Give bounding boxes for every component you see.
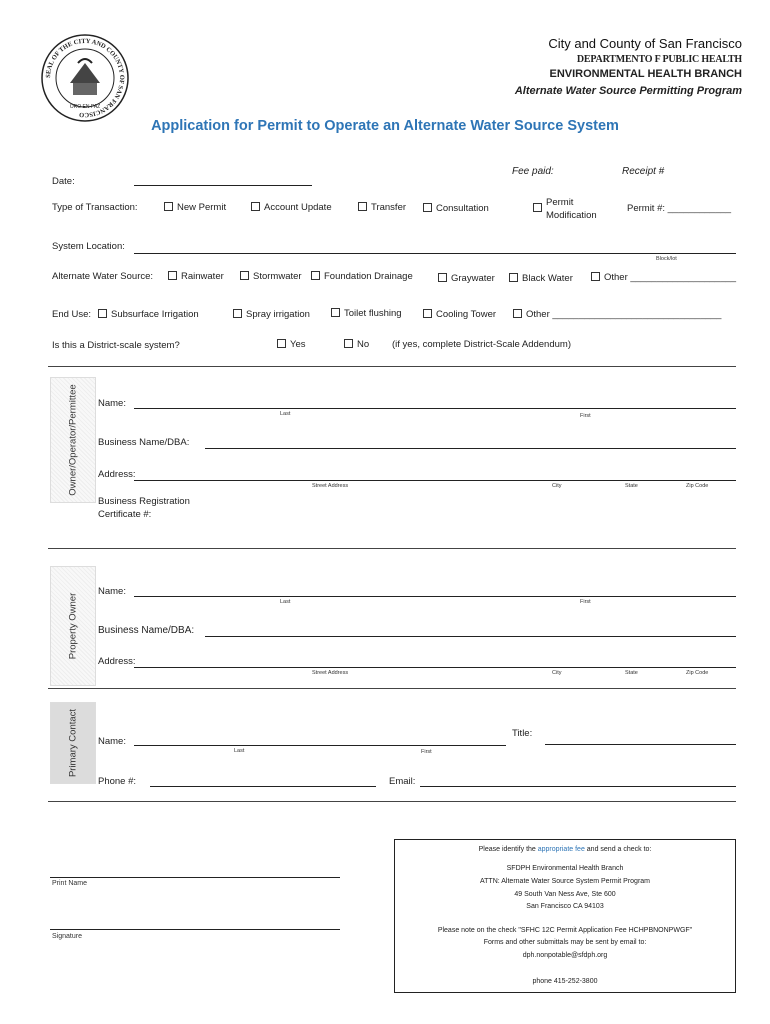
checkbox-consultation[interactable]: [423, 203, 489, 214]
checkbox-subsurface-irrigation[interactable]: [98, 309, 199, 320]
option-label: Toilet flushing: [344, 308, 402, 319]
property-address-label: Address:: [98, 656, 136, 667]
checkbox-district-no[interactable]: [344, 339, 369, 350]
check-note: Please note on the check "SFHC 12C Permit Application Fee HCHPBNONPWGF": [437, 927, 693, 934]
option-label: Black Water: [522, 273, 573, 284]
option-label: Other ____________________: [604, 272, 737, 283]
header-branch: ENVIRONMENTAL HEALTH BRANCH: [549, 68, 742, 80]
registration-line1: Business Registration: [98, 496, 190, 507]
address-line-2: ATTN: Alternate Water Source System Permit Program: [480, 878, 650, 885]
checkbox-new-permit[interactable]: [164, 202, 226, 213]
district-question: Is this a District-scale system?: [52, 340, 180, 351]
property-section-title: Property Owner: [67, 592, 79, 660]
option-label: New Permit: [177, 202, 227, 213]
checkbox-icon: [423, 309, 432, 318]
checkbox-spray-irrigation[interactable]: [233, 309, 310, 320]
address-line-3: 49 South Van Ness Ave, Ste 600: [514, 891, 616, 898]
svg-text:ORO EN PAZ: ORO EN PAZ: [69, 104, 101, 110]
checkbox-icon: [344, 339, 353, 348]
checkbox-icon: [331, 308, 340, 317]
city-label: City: [552, 670, 562, 676]
owner-registration-label: [98, 495, 190, 521]
payment-intro: [395, 846, 735, 853]
contact-name-label: Name:: [98, 736, 126, 747]
owner-name-label: Name:: [98, 398, 126, 409]
print-name-label: Print Name: [52, 880, 88, 887]
street-label: Street Address: [312, 483, 349, 489]
property-business-label: Business Name/DBA:: [98, 625, 195, 636]
checkbox-transfer[interactable]: [358, 202, 406, 213]
city-seal-logo: [40, 33, 130, 123]
zip-label: Zip Code: [686, 670, 709, 676]
checkbox-icon: [240, 271, 249, 280]
section-divider: [48, 801, 736, 802]
option-label: Cooling Tower: [436, 309, 497, 320]
option-label: Account Update: [264, 202, 332, 213]
block-lot-label: Block/lot: [656, 256, 677, 262]
checkbox-stormwater[interactable]: [240, 271, 302, 282]
fee-paid-label: Fee paid:: [512, 166, 554, 177]
checkbox-icon: [533, 203, 542, 212]
checkbox-account-update[interactable]: [251, 202, 332, 213]
permit-mod-line2: Modification: [546, 210, 597, 221]
header-program: Alternate Water Source Permitting Program: [514, 85, 742, 97]
property-address-field[interactable]: [134, 667, 736, 668]
state-label: State: [625, 483, 638, 489]
option-label: Other ________________________________: [526, 309, 722, 320]
contact-email-label: Email:: [389, 776, 416, 787]
contact-section-title: Primary Contact: [67, 708, 79, 778]
address-line-1: SFDPH Environmental Health Branch: [506, 865, 624, 872]
option-label: No: [357, 339, 370, 350]
receipt-label: Receipt #: [622, 166, 665, 177]
checkbox-icon: [513, 309, 522, 318]
checkbox-icon: [591, 272, 600, 281]
contact-email-field[interactable]: [420, 786, 736, 787]
checkbox-icon: [423, 203, 432, 212]
first-label: First: [580, 413, 591, 419]
checkbox-graywater[interactable]: [438, 273, 495, 284]
section-divider: [48, 548, 736, 549]
option-label: Graywater: [451, 273, 495, 284]
permit-modification-label: [546, 196, 597, 222]
city-label: City: [552, 483, 562, 489]
address-line-4: San Francisco CA 94103: [526, 903, 604, 910]
checkbox-icon: [509, 273, 518, 282]
intro-text: Please identify the: [478, 846, 538, 853]
owner-name-field[interactable]: [134, 408, 736, 409]
appropriate-fee-link[interactable]: appropriate fee: [537, 846, 585, 853]
district-note: (if yes, complete District-Scale Addendum): [392, 339, 571, 350]
checkbox-icon: [251, 202, 260, 211]
checkbox-foundation-drainage[interactable]: [311, 271, 413, 282]
checkbox-rainwater[interactable]: [168, 271, 224, 282]
end-use-label: End Use:: [52, 309, 92, 320]
contact-section-tab: [50, 702, 96, 784]
contact-title-label: Title:: [512, 728, 533, 739]
svg-text:SEAL OF THE CITY AND COUNTY OF: SEAL OF THE CITY AND COUNTY OF SAN FRANCISCO: [44, 37, 126, 119]
print-name-field[interactable]: [50, 877, 340, 878]
option-label: Rainwater: [181, 271, 224, 282]
zip-label: Zip Code: [686, 483, 709, 489]
system-location-field[interactable]: [134, 253, 736, 254]
checkbox-icon: [358, 202, 367, 211]
last-label: Last: [280, 599, 291, 605]
owner-section-title: Owner/Operator/Permittee: [67, 384, 79, 496]
property-business-field[interactable]: [205, 636, 736, 637]
checkbox-toilet-flushing[interactable]: [331, 308, 402, 319]
email-note: Forms and other submittals may be sent by email to:: [483, 939, 647, 946]
checkbox-district-yes[interactable]: [277, 339, 306, 350]
owner-business-label: Business Name/DBA:: [98, 437, 190, 448]
first-label: First: [421, 749, 432, 755]
option-label: Yes: [290, 339, 306, 350]
checkbox-black-water[interactable]: [509, 273, 573, 284]
first-label: First: [580, 599, 591, 605]
checkbox-icon: [311, 271, 320, 280]
owner-business-field[interactable]: [205, 448, 736, 449]
property-name-label: Name:: [98, 586, 126, 597]
header-city: City and County of San Francisco: [548, 36, 742, 51]
owner-address-label: Address:: [98, 469, 136, 480]
contact-phone-field[interactable]: [150, 786, 376, 787]
owner-section-tab: [50, 377, 96, 503]
contact-phone-label: Phone #:: [98, 776, 137, 787]
section-divider: [48, 688, 736, 689]
system-location-label: System Location:: [52, 241, 125, 252]
section-divider: [48, 366, 736, 367]
header-dept: DEPARTMENTO F PUBLIC HEALTH: [576, 54, 742, 65]
permit-number-field[interactable]: Permit #: ____________: [627, 203, 732, 214]
checkbox-icon: [438, 273, 447, 282]
permit-mod-line1: Permit: [546, 197, 574, 208]
transaction-label: Type of Transaction:: [52, 202, 138, 213]
checkbox-icon: [164, 202, 173, 211]
submittal-email: dph.nonpotable@sfdph.org: [522, 952, 608, 959]
checkbox-other-source[interactable]: [591, 272, 736, 283]
signature-field[interactable]: [50, 929, 340, 930]
option-label: Stormwater: [253, 271, 302, 282]
checkbox-icon: [98, 309, 107, 318]
property-section-tab: [50, 566, 96, 686]
checkbox-cooling-tower[interactable]: [423, 309, 496, 320]
option-label: Foundation Drainage: [324, 271, 413, 282]
contact-name-field[interactable]: [134, 745, 506, 746]
option-label: Subsurface Irrigation: [111, 309, 199, 320]
state-label: State: [625, 670, 638, 676]
street-label: Street Address: [312, 670, 349, 676]
phone-number: phone 415-252-3800: [532, 978, 598, 985]
option-label: Spray irrigation: [246, 309, 310, 320]
option-label: Transfer: [371, 202, 407, 213]
checkbox-other-use[interactable]: [513, 309, 721, 320]
contact-title-field[interactable]: [545, 744, 736, 745]
registration-line2: Certificate #:: [98, 509, 152, 520]
intro-text-end: and send a check to:: [584, 846, 652, 853]
last-label: Last: [234, 748, 245, 754]
payment-instructions-box: [394, 839, 736, 993]
checkbox-icon: [233, 309, 242, 318]
date-field[interactable]: [134, 185, 312, 186]
last-label: Last: [280, 411, 291, 417]
date-label: Date:: [52, 176, 75, 187]
water-source-label: Alternate Water Source:: [52, 271, 154, 282]
option-label: Consultation: [436, 203, 489, 214]
owner-address-field[interactable]: [134, 480, 736, 481]
checkbox-permit-modification[interactable]: [533, 203, 546, 214]
checkbox-icon: [277, 339, 286, 348]
signature-label: Signature: [52, 933, 82, 940]
property-name-field[interactable]: [134, 596, 736, 597]
form-title: Application for Permit to Operate an Alternate Water Source System: [151, 118, 619, 134]
checkbox-icon: [168, 271, 177, 280]
